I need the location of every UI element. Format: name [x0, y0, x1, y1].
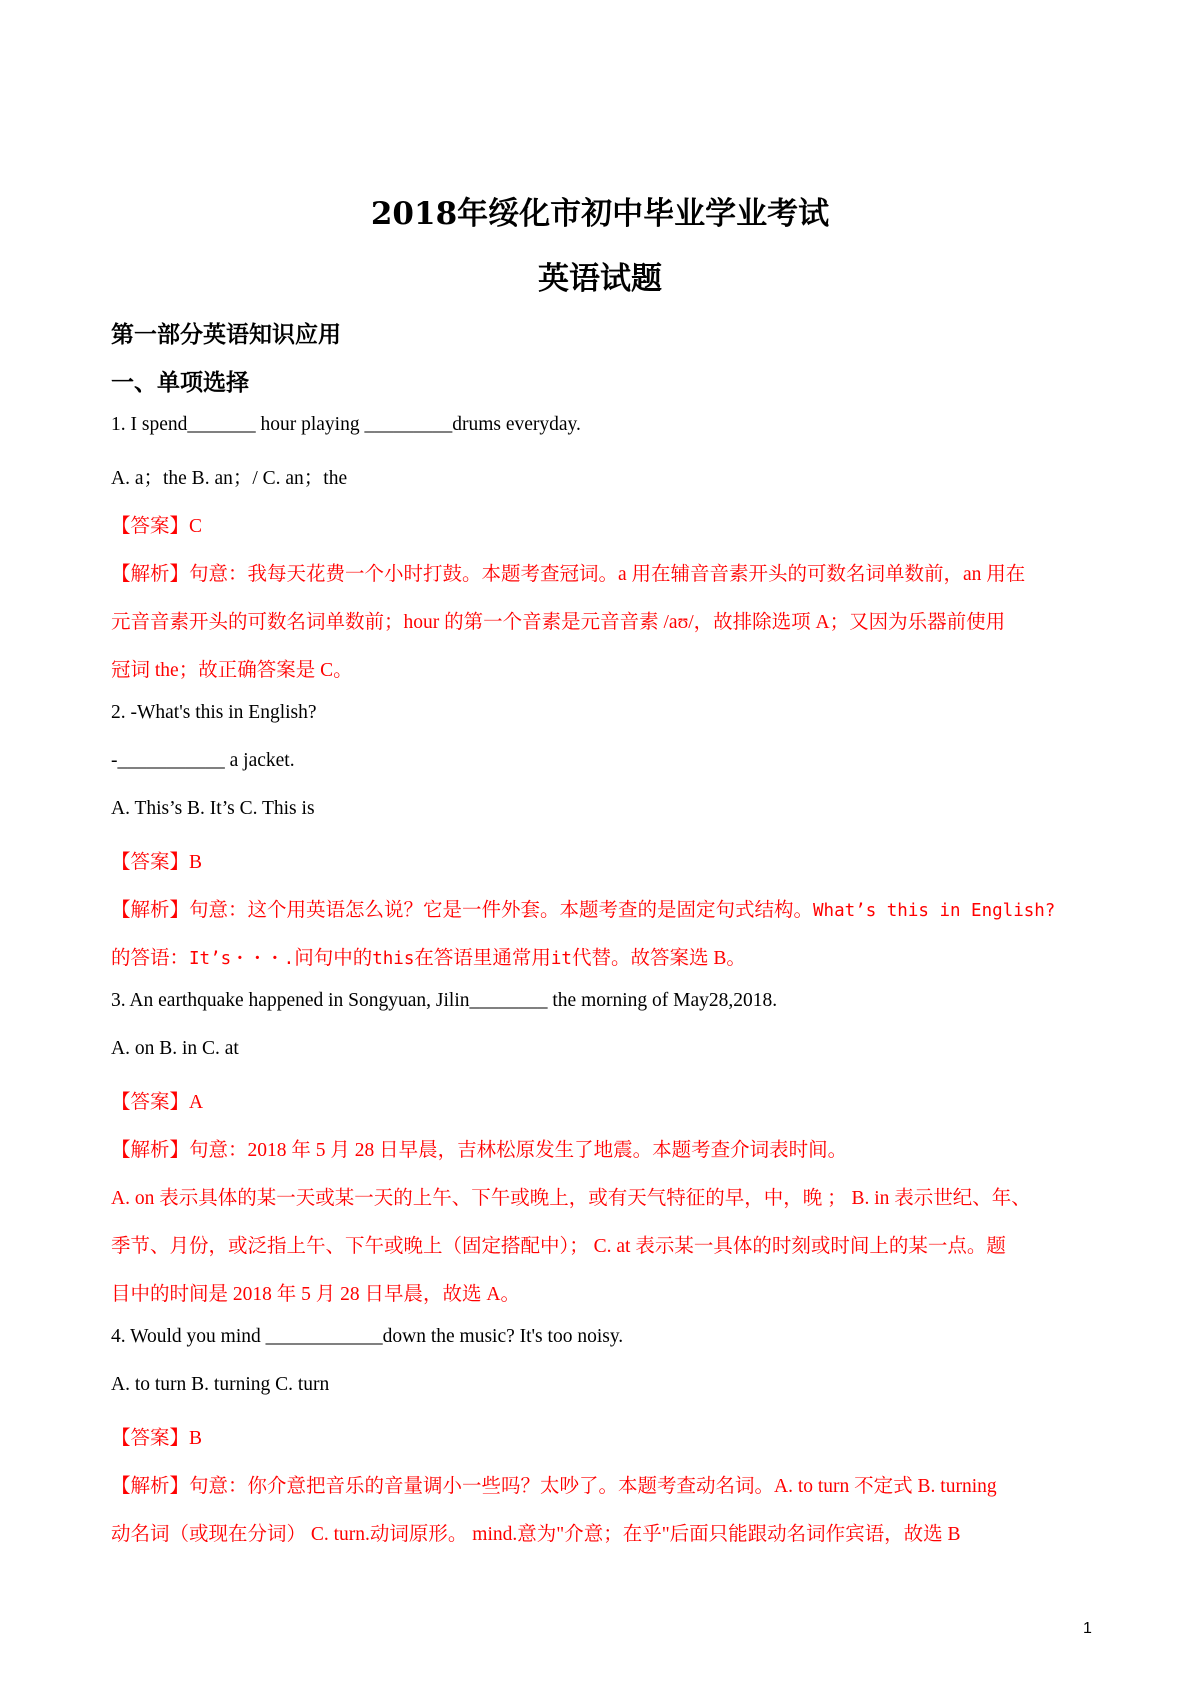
explanation-text: 的答语：	[111, 948, 190, 969]
explanation-text: 代替。故答案选 B。	[571, 948, 746, 969]
explanation-text: 在答语里通常用	[414, 948, 551, 969]
question-2-explanation-line	[111, 942, 1101, 970]
question-3-explanation-line: 季节、月份，或泛指上午、下午或晚上（固定搭配中）； C. at 表示某一具体的时刻或时间上的某一点。题	[111, 1236, 1006, 1257]
question-2-stem: 2. -What's this in English?	[111, 702, 317, 723]
explanation-text: 【解析】句意：这个用英语怎么说？它是一件外套。本题考查的是固定句式结构。	[111, 900, 814, 921]
explanation-code: it	[550, 949, 572, 969]
question-1-explanation-line: 冠词 the；故正确答案是 C。	[111, 660, 353, 681]
question-3-options: A. on B. in C. at	[111, 1038, 239, 1059]
question-4-explanation-line: 【解析】句意：你介意把音乐的音量调小一些吗？太吵了。本题考查动名词。A. to turn 不定式 B. turning	[111, 1476, 997, 1497]
section-heading-part1: 第一部分英语知识应用	[111, 321, 341, 348]
question-4-options: A. to turn B. turning C. turn	[111, 1374, 330, 1395]
question-3-answer: 【答案】A	[111, 1092, 204, 1113]
explanation-code: What’s this in English?	[813, 901, 1056, 921]
page-subtitle: 英语试题	[538, 261, 662, 297]
page-number: 1	[1083, 1620, 1092, 1637]
explanation-text: 问句中的	[294, 948, 373, 969]
question-2-explanation-line	[111, 894, 1101, 922]
question-4-stem: 4. Would you mind ____________down the music? It's too noisy.	[111, 1326, 624, 1347]
question-3-explanation-line: A. on 表示具体的某一天或某一天的上午、下午或晚上，或有天气特征的早，中，晚 ； B. in 表示世纪、年、	[111, 1188, 1031, 1209]
question-3-explanation-line: 【解析】句意：2018 年 5 月 28 日早晨，吉林松原发生了地震。本题考查介词表时间。	[111, 1140, 848, 1161]
explanation-code: this	[372, 949, 415, 969]
question-1-options: A. a；the B. an；/ C. an；the	[111, 468, 348, 489]
question-1-explanation-line: 【解析】句意：我每天花费一个小时打鼓。本题考查冠词。a 用在辅音音素开头的可数名词单数前，an 用在	[111, 564, 1026, 585]
question-2-stem-response: -___________ a jacket.	[111, 750, 295, 771]
section-heading-single-choice: 一、单项选择	[111, 369, 249, 396]
question-1-answer: 【答案】C	[111, 516, 203, 537]
question-4-explanation-line: 动名词（或现在分词） C. turn.动词原形。 mind.意为"介意；在乎"后面只能跟动名词作宾语，故选 B	[111, 1524, 961, 1545]
question-2-options: A. This’s B. It’s C. This is	[111, 798, 315, 819]
question-1-explanation-line: 元音音素开头的可数名词单数前；hour 的第一个音素是元音音素 /aʊ/，故排除选项 A；又因为乐器前使用	[111, 612, 1006, 633]
question-3-stem: 3. An earthquake happened in Songyuan, Jilin________ the morning of May28,2018.	[111, 990, 778, 1011]
question-4-answer: 【答案】B	[111, 1428, 203, 1449]
page-title: 2018年绥化市初中毕业学业考试	[370, 196, 830, 232]
question-1-stem: 1. I spend_______ hour playing _________drums everyday.	[111, 414, 581, 435]
explanation-code: It’s・・・.	[189, 949, 295, 969]
question-3-explanation-line: 目中的时间是 2018 年 5 月 28 日早晨，故选 A。	[111, 1284, 520, 1305]
question-2-answer: 【答案】B	[111, 852, 203, 873]
